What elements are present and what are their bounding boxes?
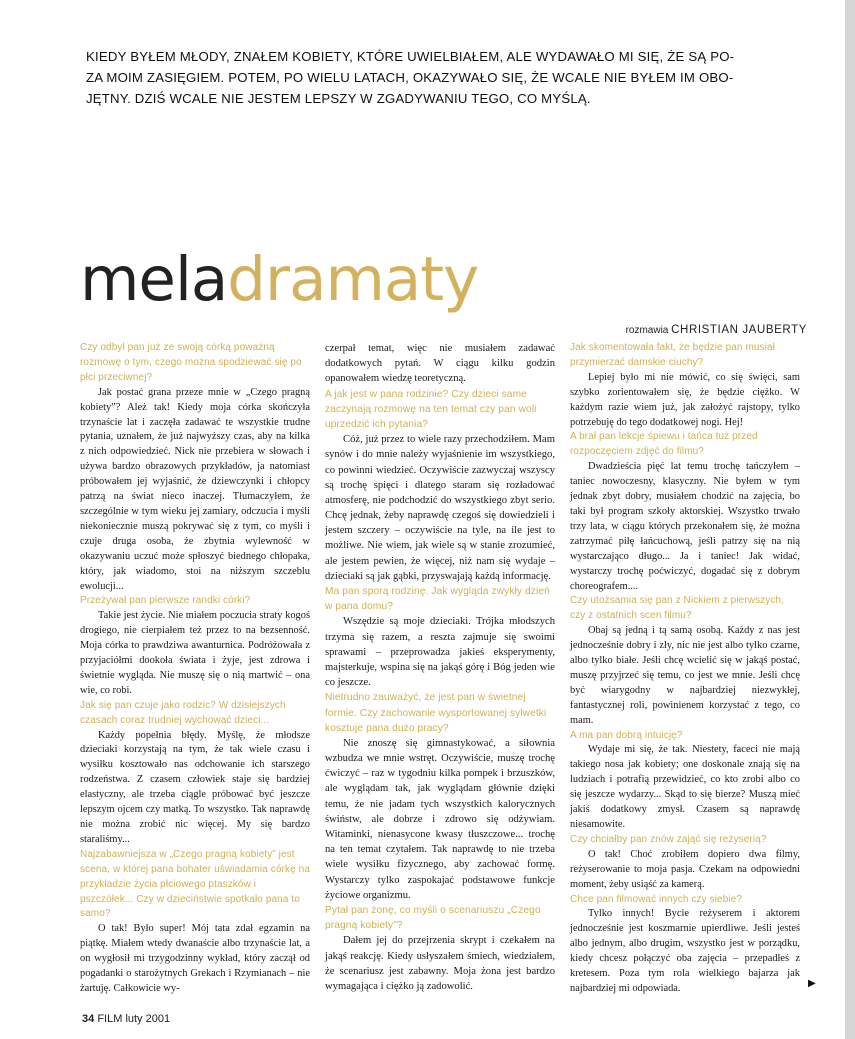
title-part-2: dramaty	[227, 244, 479, 315]
lead-line: JĘTNY. DZIŚ WCALE NIE JESTEM LEPSZY W ZGADYWANIU TEGO, CO MYŚLĄ.	[86, 91, 591, 106]
lead-line: ZA MOIM ZASIĘGIEM. POTEM, PO WIELU LATACH, OKAZYWAŁO SIĘ, ŻE WCALE NIE BYŁEM IM OBO-	[86, 70, 734, 85]
issue-date: luty 2001	[125, 1013, 171, 1025]
continue-arrow-icon: ▶	[808, 978, 816, 989]
interview-answer: Tylko innych! Bycie reżyserem i aktorem jednocześnie jest koszmarnie upierdliwe. Jeśli jesteś albo jednym, albo drugim, wszystko jest w porządku, kiedy chcesz połączyć oba zajęcia – przepadłeś z kretesem. Poza tym rola wielkiego bajarza jak najbardziej mi odpowiada.	[570, 908, 800, 994]
lead-paragraph	[86, 46, 735, 109]
interview-answer: Każdy popełnia błędy. Myślę, że młodsze dzieciaki korzystają na tym, że tak wiele czasu i wysiłku kosztowało nas odchowanie ich starszego rodzeństwa. Z czasem człowiek staje się bardziej elastyczny, ale trzeba ciągle próbować być jeszcze lepszym ojcem czy matką. To wszystko. Tak naprawdę nie można zrobić nic więcej. My się bardzo staraliśmy...	[80, 729, 310, 845]
text-column-2	[325, 341, 555, 994]
interview-answer: Dałem jej do przejrzenia skrypt i czekałem na jakąś reakcję. Kiedy usłyszałem śmiech, wiedziałem, że scenariusz jest zabawny. Moja żona jest bardzo wymagająca i ciężko ją zadowolić.	[325, 935, 555, 992]
text-column-3	[570, 341, 800, 997]
byline-prefix: rozmawia	[625, 325, 669, 336]
interview-question: Czy chciałby pan znów zająć się reżyserią?	[570, 833, 767, 845]
interview-answer: Cóż, już przez to wiele razy przechodziłem. Mam synów i do mnie należy wyjaśnienie im wszystkiego, co powinni wiedzieć. Oczywiście zazwyczaj wszyscy są trochę spięci i dlatego staram się rozładować atmosferę, nie podchodzić do wszystkiego zbyt serio. Chcę jednak, żeby naprawdę czegoś się dowiedzieli i jestem szczery – oczywiście na tyle, na ile jest to możliwe. Nie wiem, jak wiele są w stanie zrozumieć, ale jestem pewien, że więcej, niż nam się wydaje – dzieciaki są jak gąbki, przyswajają każdą informację.	[325, 434, 555, 582]
interview-answer: czerpał temat, więc nie musiałem zadawać dodatkowych pytań. W ciągu kilku godzin opanowałem wiedzę teoretyczną.	[325, 343, 555, 385]
page-footer	[82, 1013, 170, 1025]
interview-question: A ma pan dobrą intuicję?	[570, 729, 683, 741]
page-number: 34	[82, 1013, 95, 1025]
interview-answer: Lepiej było mi nie mówić, co się święci, sam szybko zorientowałem się, że będzie ciężko. W każdym razie wiem już, jak założyć rajstopy, tylko potrzebuję do tego dodatkowej nogi. Hej!	[570, 371, 800, 428]
interview-question: Nietrudno zauważyć, że jest pan w świetnej formie. Czy zachowanie wysportowanej sylwetki kosztuje pana dużo pracy?	[325, 692, 547, 734]
lead-line: KIEDY BYŁEM MŁODY, ZNAŁEM KOBIETY, KTÓRE UWIELBIAŁEM, ALE WYDAWAŁO MI SIĘ, ŻE SĄ PO-	[86, 49, 735, 64]
interview-question: A brał pan lekcje śpiewu i tańca tuż przed rozpoczęciem zdjęć do filmu?	[570, 431, 758, 458]
interview-answer: Wszędzie są moje dzieciaki. Trójka młodszych trzyma się razem, a reszta zajmuje się swoimi sprawami – przeprowadza jakieś eksperymenty, majsterkuje, wspina się na jakąś górę i Bóg jeden wie co jeszcze.	[325, 616, 555, 689]
interview-question: Pytał pan żonę, co myśli o scenariuszu „Czego pragną kobiety”?	[325, 904, 541, 932]
interview-answer: Obaj są jedną i tą samą osobą. Każdy z nas jest jednocześnie dobry i zły, nic nie jest albo tylko czarne, albo tylko białe. Jeśli chcę wcielić się w jakąś postać, muszę przyjrzeć się temu, co jest we mnie. Jeśli chcę być wiarygodny w najbardziej niezwykłej, fantastycznej roli, powinienem korzystać z tego, co mam.	[570, 625, 800, 726]
interview-answer: Takie jest życie. Nie miałem poczucia straty kogoś drogiego, nie cierpiałem też przez to na bezsenność. Moja córka to prawdziwa awanturnica. Podróżowała z przyjaciółmi dookoła świata i żyje, jest zdrowa i świetnie wygląda. Nie muszę się o nią martwić – ona wie, co robi.	[80, 610, 310, 696]
interview-question: Przeżywał pan pierwsze randki córki?	[80, 595, 251, 607]
interview-question: Ma pan sporą rodzinę. Jak wygląda zwykły dzień w pana domu?	[325, 586, 550, 613]
magazine-name: FILM	[97, 1013, 123, 1025]
byline-author: CHRISTIAN JAUBERTY	[671, 324, 807, 336]
interview-answer: Wydaje mi się, że tak. Niestety, faceci nie mają takiego nosa jak kobiety; one doskonale znają się na ludziach i potrafią przewidzieć, co kto zrobi albo co się jeszcze wydarzy... Skąd to się bierze? Muszą mieć jakiś dodatkowy zmysł. Czasem są naprawdę niesamowite.	[570, 744, 800, 830]
interview-answer: O tak! Było super! Mój tata zdał egzamin na piątkę. Miałem wtedy dwanaście albo trzynaście lat, a on wygłosił mi trzygodzinny wykład, który zaczął od pogadanki o starożytnych Grekach i Rzymianach – nie żartuję. Całkowicie wy-	[80, 923, 310, 994]
interview-question: A jak jest w pana rodzinie? Czy dzieci same zaczynają rozmowę na ten temat czy pan woli uprzedzić ich pytania?	[325, 388, 537, 430]
interview-question: Najzabawniejsza w „Czego pragną kobiety” jest scena, w której pana bohater uświadamia córkę na przykładzie życia płciowego ptaszków i pszczółek... Czy w dzieciństwie spotkało pana to samo?	[80, 848, 310, 920]
interview-question: Jak się pan czuje jako rodzic? W dzisiejszych czasach coraz trudniej wychować dzieci...	[80, 699, 286, 726]
byline	[626, 324, 807, 336]
interview-answer: O tak! Choć zrobiłem dopiero dwa filmy, reżyserowanie to moja pasja. Czekam na odpowiedni moment, żeby usiąść za kamerą.	[570, 848, 800, 890]
interview-question: Czy utożsamia się pan z Nickiem z pierwszych, czy z ostatnich scen filmu?	[570, 595, 785, 622]
interview-answer: Dwadzieścia pięć lat temu trochę tańczyłem – taniec nowoczesny, klasyczny. Nie byłem w tym jednak zbyt dobry, musiałem chodzić na zajęcia, bo taki był program szkoły aktorskiej. Wszystko trwało trzy lata, w ciągu których przekonałem się, że można zatrzymać piłę łańcuchową, jeśli patrzy się na nią wystarczająco długo... Ja i taniec! Jak widać, wystarczy trochę poćwiczyć, dogadać się z dobrym choreografem....	[570, 461, 800, 592]
page-edge-strip	[845, 0, 855, 1039]
interview-answer: Nie znoszę się gimnastykować, a siłownia wzbudza we mnie wstręt. Oczywiście, muszę trochę ćwiczyć – raz w tygodniu kilka pompek i brzuszków, ale wyglądam tak, jak wyglądam głównie dzięki temu, że nie jadam tych wszystkich kalorycznych świństw, ale dobrze i zdrowo się odżywiam. Witaminki, nienasycone kwasy tłuszczowe... trochę na ten temat czytałem. Tak naprawdę to nie trzeba wiele wysiłku fizycznego, aby zachować formę. Wystarczy tylko zaspokajać podstawowe funkcje życiowe organizmu.	[325, 737, 555, 901]
interview-question: Chce pan filmować innych czy siebie?	[570, 893, 743, 905]
interview-question: Czy odbył pan już ze swoją córką poważną rozmowę o tym, czego można spodziewać się po płci przeciwnej?	[80, 342, 302, 383]
text-column-1	[80, 341, 310, 997]
interview-question: Jak skomentowała fakt, że będzie pan musiał przymierzać damskie ciuchy?	[570, 342, 775, 368]
title-part-1: mela	[80, 244, 228, 315]
interview-answer: Jak postać grana przeze mnie w „Czego pragną kobiety”? Ależ tak! Kiedy moja córka skończyła trzynaście lat i zaczęła zadawać te wszystkie trudne pytania, uznałem, że już najwyższy czas, aby na kilka z nich odpowiedzieć. Nick nie przebiera w słowach i używa bardzo obrazowych przykładów, ja natomiast próbowałem jej wyjaśnić, że dziewczynki i chłopcy patrzą na świat nieco inaczej. Tłumaczyłem, że szczególnie w tym wieku jej zamiary, odczucia i myśli niekoniecznie muszą pokrywać się z tym, co myśli i czuje druga osoba, że zbytnia wylewność w okazywaniu uczuć może spłoszyć biednego chłopaka, który, jak wiadomo, stoi na niższym szczeblu ewolucji...	[80, 386, 310, 592]
article-title	[80, 238, 478, 322]
